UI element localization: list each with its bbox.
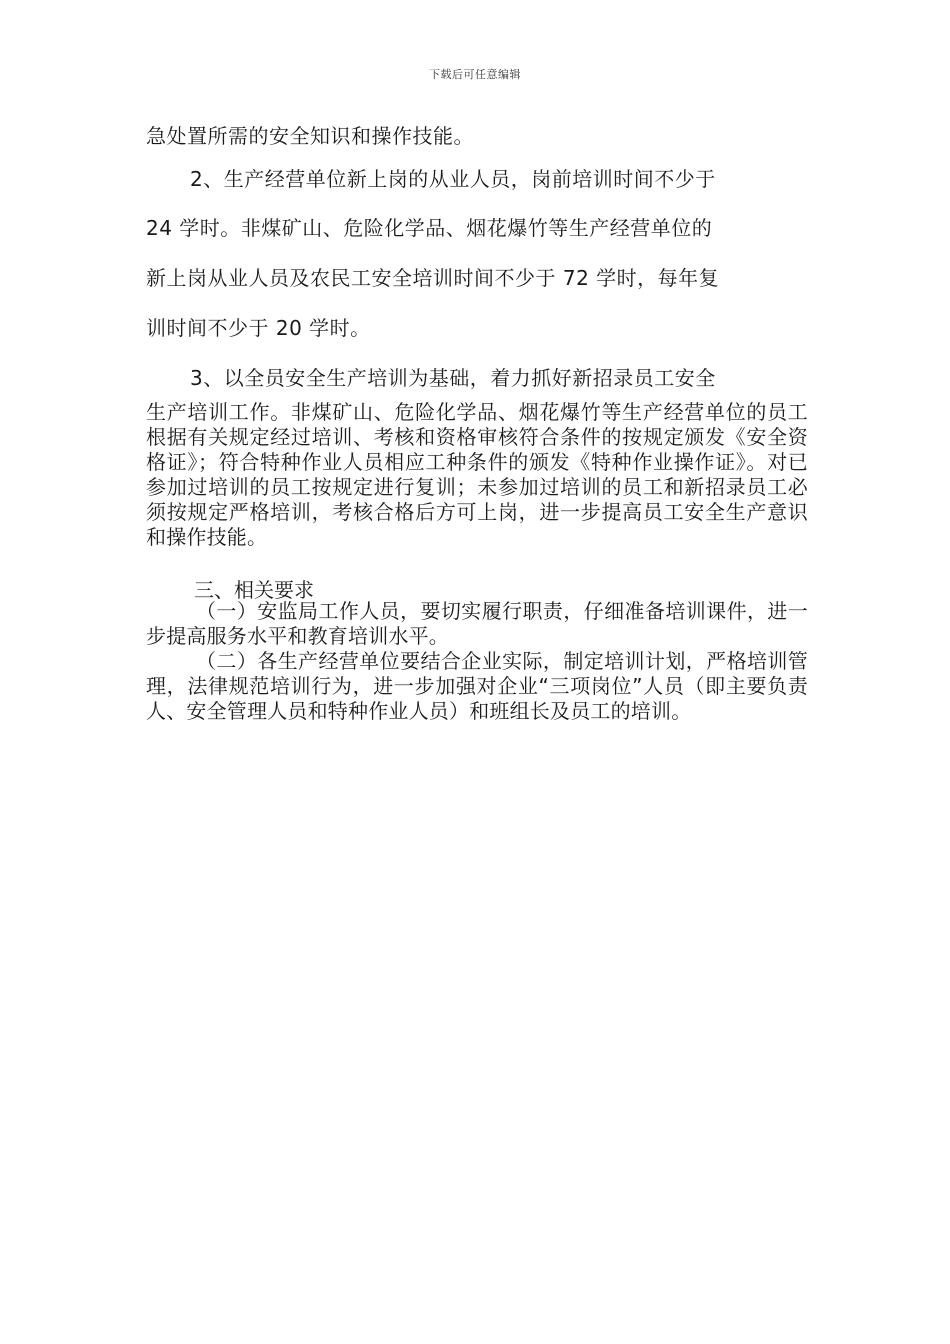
item-3-line-1: 3、以全员安全生产培训为基础，着力抓好新招录员工安全	[190, 366, 716, 390]
item-2-line-2: 24 学时。非煤矿山、危险化学品、烟花爆竹等生产经营单位的	[146, 216, 713, 240]
item-2-line-4: 训时间不少于 20 学时。	[146, 316, 371, 340]
item-2-line-3: 新上岗从业人员及农民工安全培训时间不少于 72 学时，每年复	[146, 266, 720, 290]
page-header-note: 下载后可任意编辑	[429, 68, 521, 81]
paragraph-continuation: 急处置所需的安全知识和操作技能。	[146, 124, 474, 148]
requirement-1: （一）安监局工作人员，要切实履行职责，仔细准备培训课件，进一步提高服务水平和教育培训水平。	[146, 599, 808, 648]
item-3-body: 生产培训工作。非煤矿山、危险化学品、烟花爆竹等生产经营单位的员工根据有关规定经过培训、考核和资格审核符合条件的按规定颁发《安全资格证》；符合特种作业人员相应工种条件的颁发《特种作业操作证》。对已参加过培训的员工按规定进行复训；未参加过培训的员工和新招录员工必须按规定严格培训，考核合格后方可上岗，进一步提高员工安全生产意识和操作技能。	[146, 400, 808, 549]
requirement-2: （二）各生产经营单位要结合企业实际，制定培训计划，严格培训管理，法律规范培训行为，进一步加强对企业“三项岗位”人员（即主要负责人、安全管理人员和特种作业人员）和班组长及员工的培训。	[146, 649, 808, 723]
section-3-title: 三、相关要求	[194, 578, 314, 602]
item-2-line-1: 2、生产经营单位新上岗的从业人员，岗前培训时间不少于	[190, 167, 716, 191]
